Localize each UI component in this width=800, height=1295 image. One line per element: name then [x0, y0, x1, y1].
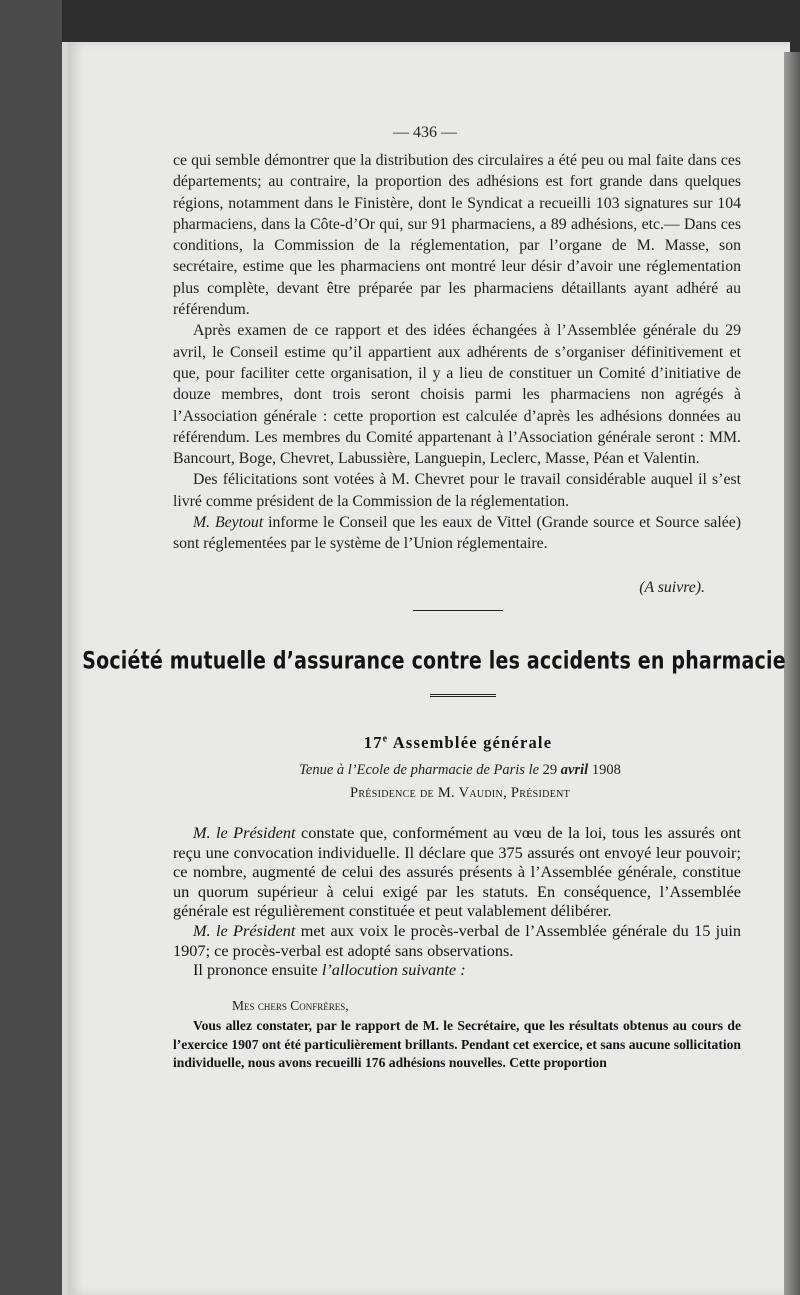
section-rule [413, 610, 503, 611]
assembly-title: Assemblée générale [388, 733, 553, 752]
speaker-name: M. le Président [193, 920, 296, 940]
paragraph: Vous allez constater, par le rapport de M. le Secrétaire, que les résultats obtenus au cours de l’exercice 1907 ont été particulièrement brillants. Pendant cet exercice, et sans aucune sollicitation individuelle, nous avons recueilli 176 adhésions nouvelles. Cette proportion [173, 1018, 741, 1070]
meeting-place: Tenue à l’Ecole de pharmacie de Paris le [299, 762, 543, 778]
double-rule [430, 694, 496, 697]
paragraph [173, 960, 741, 980]
paragraph-text: informe le Conseil que les eaux de Vittel (Grande source et Source salée) sont réglementées par le système de l’Union réglementaire. [173, 514, 741, 553]
paragraph-text: Il prononce ensuite [193, 960, 322, 980]
speaker-name: M. Beytout [193, 514, 264, 532]
greeting: Mes chers Confrères, [232, 998, 349, 1013]
paragraph-text: met aux voix le procès-verbal de l’Assemblée générale du 15 juin 1907; ce procès-verbal est adopté sans observations. [173, 920, 741, 960]
paragraph: Après examen de ce rapport et des idées échangées à l’Assemblée générale du 29 avril, le Conseil estime qu’il appartient aux adhérents de s’organiser définitivement et que, pour faciliter cette organisation, il y a lieu de constituer un Comité d’initiative de douze membres, dont trois seront choisis parmi les pharmaciens non agrégés à l’Association générale : cette proportion est calculée d’après les adhésions données au référendum. Les membres du Comité appartenant à l’Association générale seront : MM. Bancourt, Boge, Chevret, Labussière, Languepin, Leclerc, Masse, Péan et Valentin. [173, 322, 741, 468]
paragraph [173, 512, 741, 555]
paragraph-text: constate que, conformément au vœu de la loi, tous les assurés ont reçu une convocation individuelle. Il déclare que 375 assurés ont envoyé leur pouvoir; ce nombre, augmenté de celui des assurés présents à l’Assemblée générale, constitue un quorum supérieur à celui exigé par les statuts. En conséquence, l’Assemblée générale est régulièrement constituée et peut valablement délibérer. [173, 823, 741, 921]
paragraph: Des félicitations sont votées à M. Chevret pour le travail considérable auquel il s’est livré comme président de la Commission de la réglementation. [173, 471, 741, 510]
presidency-line: Présidence de M. Vaudin, Président [349, 785, 571, 801]
body-text-block-1 [173, 150, 741, 555]
assembly-ordinal: e [382, 733, 389, 745]
body-text-block-2 [173, 823, 741, 980]
meeting-day: 29 [542, 762, 558, 778]
to-be-continued: (A suivre). [639, 579, 705, 596]
paragraph: ce qui semble démontrer que la distribution des circulaires a été peu ou mal faite dans ces départements; au contraire, la proportion des adhésions est fort grande dans quelques régions, notamment dans le Finistère, dont le Syndicat a recueilli 103 signatures sur 104 pharmaciens, dans la Côte-d’Or qui, sur 91 pharmaciens, a 89 adhésions, etc.— Dans ces conditions, la Commission de la réglementation, par l’organe de M. Masse, son secrétaire, estime que les pharmaciens ont montré leur désir d’avoir une réglementation plus complète, devant être préparée par les pharmaciens détaillants ayant adhéré au référendum. [173, 152, 741, 319]
meeting-place-line [0, 762, 800, 779]
italic-text: l’allocution suivante : [321, 960, 466, 980]
assembly-number: 17 [363, 733, 383, 752]
paragraph [173, 823, 741, 921]
speaker-name: M. le Président [193, 823, 296, 842]
assembly-heading [0, 733, 800, 753]
paragraph [173, 921, 741, 960]
meeting-month: avril [557, 762, 592, 778]
section-heading: Société mutuelle d’assurance contre les accidents en pharmacie [82, 647, 786, 675]
page-number: — 436 — [393, 124, 457, 141]
meeting-year: 1908 [591, 762, 621, 778]
body-text-block-3 [173, 1017, 741, 1073]
